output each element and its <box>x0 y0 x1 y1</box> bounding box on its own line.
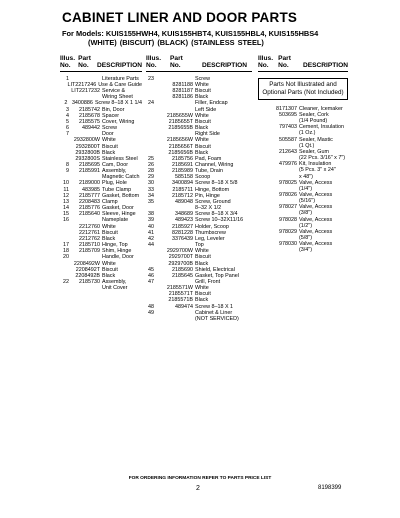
part-description: Right Side <box>195 131 220 138</box>
part-number: LIT2217246 <box>67 81 97 88</box>
part-number: 2929700T <box>168 254 193 261</box>
part-description: Assembly, <box>102 278 127 285</box>
illus-number: 5 <box>66 118 69 125</box>
part-number: 2932800B <box>75 149 100 156</box>
part-description: White <box>102 260 116 267</box>
part-description: Valve, Access <box>299 179 333 186</box>
part-description: Black <box>102 272 116 279</box>
part-description: Black <box>195 149 209 156</box>
part-number: 483985 <box>82 186 100 193</box>
illus-number: 38 <box>148 211 154 218</box>
part-description: Hinge, Top <box>102 242 128 249</box>
part-description: (1 Oz.) <box>299 130 316 137</box>
illus-number <box>146 316 156 322</box>
part-description: Gasket, Bottom <box>102 192 140 199</box>
part-description: Leg, Leveler <box>195 235 225 242</box>
part-description: Screw <box>195 75 210 82</box>
part-number: 2185777 <box>79 192 100 199</box>
part-description: Bin, Door <box>102 106 125 113</box>
part-description: Magnetic Catch <box>102 174 140 181</box>
part-number: 2185655T <box>168 118 193 125</box>
illus-number: 18 <box>63 248 69 255</box>
color-variants: (WHITE) (BISCUIT) (BLACK) (STAINLESS STEEL) <box>88 38 264 47</box>
part-number: 2185678 <box>79 112 100 119</box>
part-number: 2185709 <box>79 248 100 255</box>
part-description: Cleaner, Icemaker <box>299 105 343 112</box>
illus-number: 2 <box>64 100 68 107</box>
part-description: Valve, Access <box>299 204 333 211</box>
part-description: Spacer <box>102 112 120 119</box>
part-number: 212643 <box>279 148 297 155</box>
part-number: 2929700B <box>168 260 193 267</box>
part-row <box>146 316 252 322</box>
part-description: Biscuit <box>195 118 211 125</box>
illus-number: 40 <box>148 223 154 230</box>
part-description: Black <box>195 260 209 267</box>
part-number: 3400886 <box>71 100 93 107</box>
part-description: White <box>102 223 116 230</box>
part-description: Sealer, Mastic <box>299 136 333 143</box>
illus-number: 26 <box>148 162 154 168</box>
part-number: 2185712 <box>172 192 193 199</box>
part-number: 2185575 <box>79 118 100 125</box>
part-description: Valve, Access <box>299 241 333 248</box>
part-description: Unit Cover <box>102 285 128 292</box>
part-number: 8281186 <box>172 94 193 101</box>
illus-number: 33 <box>148 186 154 193</box>
part-row <box>60 285 142 291</box>
parts-column-3 <box>258 55 348 254</box>
part-number: 505587 <box>279 136 297 143</box>
part-number <box>156 316 195 322</box>
illus-number: 6 <box>66 125 69 132</box>
part-description: Cement, Insulation <box>299 124 344 131</box>
part-description: Left Side <box>195 106 217 113</box>
illus-number: 29 <box>148 174 154 181</box>
part-number: 585158 <box>175 174 193 181</box>
part-number: 3400894 <box>172 180 193 187</box>
illus-number: 11 <box>63 186 69 193</box>
part-description: Biscuit <box>102 229 118 236</box>
part-description: Valve, Access <box>299 216 333 223</box>
part-number: 479976 <box>279 161 297 168</box>
part-number: 489442 <box>82 125 100 132</box>
illus-number: 22 <box>63 278 69 285</box>
part-number <box>71 285 102 291</box>
part-description: Pad, Foam <box>195 155 222 162</box>
part-description: Valve, Access <box>299 192 333 198</box>
illus-number: 47 <box>148 278 154 285</box>
part-description: Nameplate <box>102 217 129 224</box>
part-description: Biscuit <box>195 143 211 150</box>
part-number: 2208492B <box>75 272 100 279</box>
part-description: Biscuit <box>195 291 211 298</box>
illus-number: 9 <box>66 168 69 175</box>
part-number: 2185645 <box>172 272 193 279</box>
illus-number: 30 <box>148 180 154 187</box>
part-description: Handle, Door <box>102 254 134 261</box>
illus-number: 25 <box>148 155 154 162</box>
part-number: 2185710 <box>79 242 100 249</box>
part-number: 8281187 <box>172 88 193 95</box>
illus-number <box>258 247 268 253</box>
part-description: Plug, Hole <box>102 180 127 187</box>
part-number: 978029 <box>279 228 297 235</box>
parts-list <box>258 106 348 254</box>
part-description: Screw 8–18 X 1 <box>195 303 234 310</box>
part-number: 978025 <box>279 179 297 186</box>
part-description: Channel, Wiring <box>195 162 234 168</box>
part-number: 2185991 <box>79 168 100 175</box>
part-number: 2189000 <box>79 180 100 187</box>
part-description: White <box>195 137 209 144</box>
parts-column-2 <box>146 55 252 322</box>
page-title: CABINET LINER AND DOOR PARTS <box>62 10 298 25</box>
part-description: Black <box>195 297 209 304</box>
illus-number: 39 <box>148 217 154 224</box>
part-description: Literature Parts <box>102 75 139 82</box>
illus-number: 44 <box>148 242 154 249</box>
column-header: Illus. No. Part No. DESCRIPTION <box>60 55 142 72</box>
part-description: Use & Care Guide <box>98 81 142 88</box>
illus-number: 42 <box>148 235 154 242</box>
part-description: Black <box>102 235 116 242</box>
part-description: (5/8") <box>299 235 312 242</box>
part-number: 3376439 <box>172 235 193 242</box>
part-description: Screw <box>102 125 117 132</box>
part-number: 2208483 <box>79 198 100 205</box>
part-number: 2185656B <box>168 149 193 156</box>
part-description: Sleeve, Hinge <box>102 211 136 218</box>
part-number: 2932800T <box>75 143 100 150</box>
part-description: Black <box>102 149 116 156</box>
part-number: 8281228 <box>172 229 193 236</box>
part-number: 2185690 <box>172 266 193 273</box>
part-description: Biscuit <box>102 266 118 273</box>
document-number: 8198399 <box>318 485 342 491</box>
illus-number: 17 <box>63 242 69 249</box>
part-row <box>258 247 348 253</box>
part-number: 2185776 <box>79 205 100 212</box>
part-description: Scoop <box>195 174 211 181</box>
illus-number: 48 <box>148 303 154 310</box>
part-number: 2185927 <box>172 223 193 230</box>
part-description: Tube Clamp <box>102 186 132 193</box>
part-description: Gasket, Door <box>102 205 134 212</box>
column-header: Illus. No. Part No. DESCRIPTION <box>258 55 348 72</box>
part-description: Screw 10–32X11/16 <box>195 217 244 224</box>
column-header: Illus. No. Part No. DESCRIPTION <box>146 55 252 72</box>
illus-number: 23 <box>148 75 154 82</box>
part-description: Assembly, <box>102 168 127 175</box>
part-number: 2185989 <box>172 168 193 175</box>
part-description: (5 Pcs. 3" x 24" <box>299 167 336 174</box>
illus-number: 41 <box>148 229 154 236</box>
illus-number: 46 <box>148 272 154 279</box>
illus-number: 45 <box>148 266 154 273</box>
part-description: White <box>195 81 209 88</box>
part-number: 2185640 <box>79 211 100 218</box>
part-description: Service & <box>102 88 126 95</box>
part-number: 2185571T <box>168 291 193 298</box>
part-number: 2185656W <box>166 137 193 144</box>
part-description: Kit, Insulation <box>299 161 332 168</box>
part-description: (1/4") <box>299 185 312 192</box>
not-illustrated-notice: Parts Not Illustrated and Optional Parts (Not Included) <box>258 78 348 100</box>
part-description: Wiring Sheet <box>102 94 133 101</box>
illus-number: 1 <box>66 75 69 82</box>
part-description: White <box>195 248 209 255</box>
part-description: Shield, Electrical <box>195 266 235 273</box>
part-description: (22 Pcs. 3/16" x 7") <box>299 155 346 162</box>
illus-number <box>60 285 71 291</box>
illus-number: 16 <box>63 217 69 224</box>
page-number: 2 <box>196 485 200 492</box>
part-number: 2932800W <box>73 137 100 144</box>
part-description: White <box>102 137 116 144</box>
part-number: 2208492T <box>75 266 100 273</box>
parts-column-1 <box>60 55 142 291</box>
illus-number: 49 <box>148 309 154 316</box>
part-number: 489048 <box>175 198 193 205</box>
part-description: Sealer, Cork <box>299 111 329 118</box>
illus-number: 3 <box>66 106 69 113</box>
part-number: 2185571W <box>166 285 193 292</box>
part-number: 2185730 <box>79 278 100 285</box>
part-description: (1/4 Pound) <box>299 118 328 125</box>
illus-number: 15 <box>63 211 69 218</box>
part-description: (1 Qt.) <box>299 142 315 149</box>
model-list: For Models: KUIS155HWH4, KUIS155HBT4, KUIS155HBL4, KUIS155HBS4 <box>62 29 319 38</box>
part-description: Sealer, Gum <box>299 148 329 155</box>
part-description: Gasket, Top Panel <box>195 272 239 279</box>
part-description: White <box>195 112 209 119</box>
part-number: 978030 <box>279 241 297 248</box>
part-number: 2932800S <box>75 155 100 162</box>
part-description: (NOT SERVICED) <box>195 315 239 322</box>
part-number: 2185691 <box>172 162 193 168</box>
part-number: 2208492W <box>73 260 100 267</box>
illus-number: 12 <box>63 192 69 199</box>
part-number: 2185655B <box>168 125 193 132</box>
part-description: x 48") <box>299 173 313 180</box>
part-number: 2185756 <box>172 155 193 162</box>
part-number: 2185655W <box>166 112 193 119</box>
part-description: (1/2") <box>299 222 312 229</box>
part-number: 8171307 <box>276 105 297 112</box>
part-description: Biscuit <box>195 254 211 261</box>
part-number: 2929700W <box>166 248 193 255</box>
part-number: 2212762 <box>79 235 100 242</box>
part-number: 978028 <box>279 216 297 223</box>
part-description: Cover, Wiring <box>102 118 135 125</box>
part-description: Holder, Scoop <box>195 223 229 230</box>
part-number: 2185656T <box>168 143 193 150</box>
part-description: Screw 8–18 X 1 1/4 <box>94 100 142 107</box>
part-description: Stainless Steel <box>102 155 138 162</box>
illus-number: 24 <box>148 100 154 107</box>
part-description: Shim, Hinge <box>102 248 132 255</box>
part-number: LIT2217232 <box>71 88 100 95</box>
part-description: Cabinet & Liner <box>195 309 233 316</box>
part-description: Hinge, Bottom <box>195 186 230 193</box>
part-number: 2185695 <box>79 162 100 168</box>
part-description: Biscuit <box>195 88 211 95</box>
part-description: Door <box>102 131 114 138</box>
part-number: 978027 <box>279 204 297 211</box>
part-description: White <box>195 285 209 292</box>
part-number: 489474 <box>175 303 193 310</box>
part-description: Tube, Drain <box>195 168 223 175</box>
part-description: Grill, Front <box>195 278 221 285</box>
parts-list <box>146 76 252 322</box>
part-number: 2212761 <box>79 229 100 236</box>
part-description: Black <box>195 125 209 132</box>
part-description: Filler, Endcap <box>195 100 228 107</box>
parts-list <box>60 76 142 291</box>
part-number: 2185742 <box>79 106 100 113</box>
ordering-info-note: FOR ORDERING INFORMATION REFER TO PARTS PRICE LIST <box>128 476 272 481</box>
illus-number: 10 <box>63 180 69 187</box>
part-description: Clamp <box>102 198 118 205</box>
part-description: Black <box>195 94 209 101</box>
part-number: 2185711 <box>172 186 193 193</box>
part-description: (3/4") <box>299 247 312 254</box>
illus-number: 28 <box>148 168 154 175</box>
part-number: 348689 <box>175 211 193 218</box>
part-number: 2185571B <box>168 297 193 304</box>
part-number: 8281188 <box>172 81 193 88</box>
illus-number: 4 <box>66 112 69 119</box>
illus-number: 35 <box>148 198 154 205</box>
part-description: Biscuit <box>102 143 118 150</box>
part-description: Screw 8–18 X 5/8 <box>195 180 238 187</box>
illus-number: 7 <box>66 131 69 138</box>
part-number: 489423 <box>175 217 193 224</box>
illus-number: 8 <box>66 162 69 168</box>
illus-number: 20 <box>63 254 69 261</box>
part-number: 978026 <box>279 192 297 198</box>
part-number: 797403 <box>279 124 297 131</box>
part-description: Screw, Ground <box>195 198 231 205</box>
part-description: Cam, Door <box>102 162 129 168</box>
part-number: 503695 <box>279 111 297 118</box>
part-description: (5/16") <box>299 198 315 205</box>
illus-number: 13 <box>63 198 69 205</box>
part-description: Valve, Access <box>299 228 333 235</box>
part-number <box>268 247 299 253</box>
part-number: 2212760 <box>79 223 100 230</box>
part-description: 8–32 X 1/2 <box>195 205 222 212</box>
part-description: (3/8") <box>299 210 312 217</box>
part-description: Screw 8–18 X 3/4 <box>195 211 238 218</box>
part-description: Top <box>195 242 204 249</box>
part-description: Thumbscrew <box>195 229 226 236</box>
part-description: Pin, Hinge <box>195 192 220 199</box>
illus-number: 34 <box>148 192 154 199</box>
illus-number: 14 <box>63 205 69 212</box>
